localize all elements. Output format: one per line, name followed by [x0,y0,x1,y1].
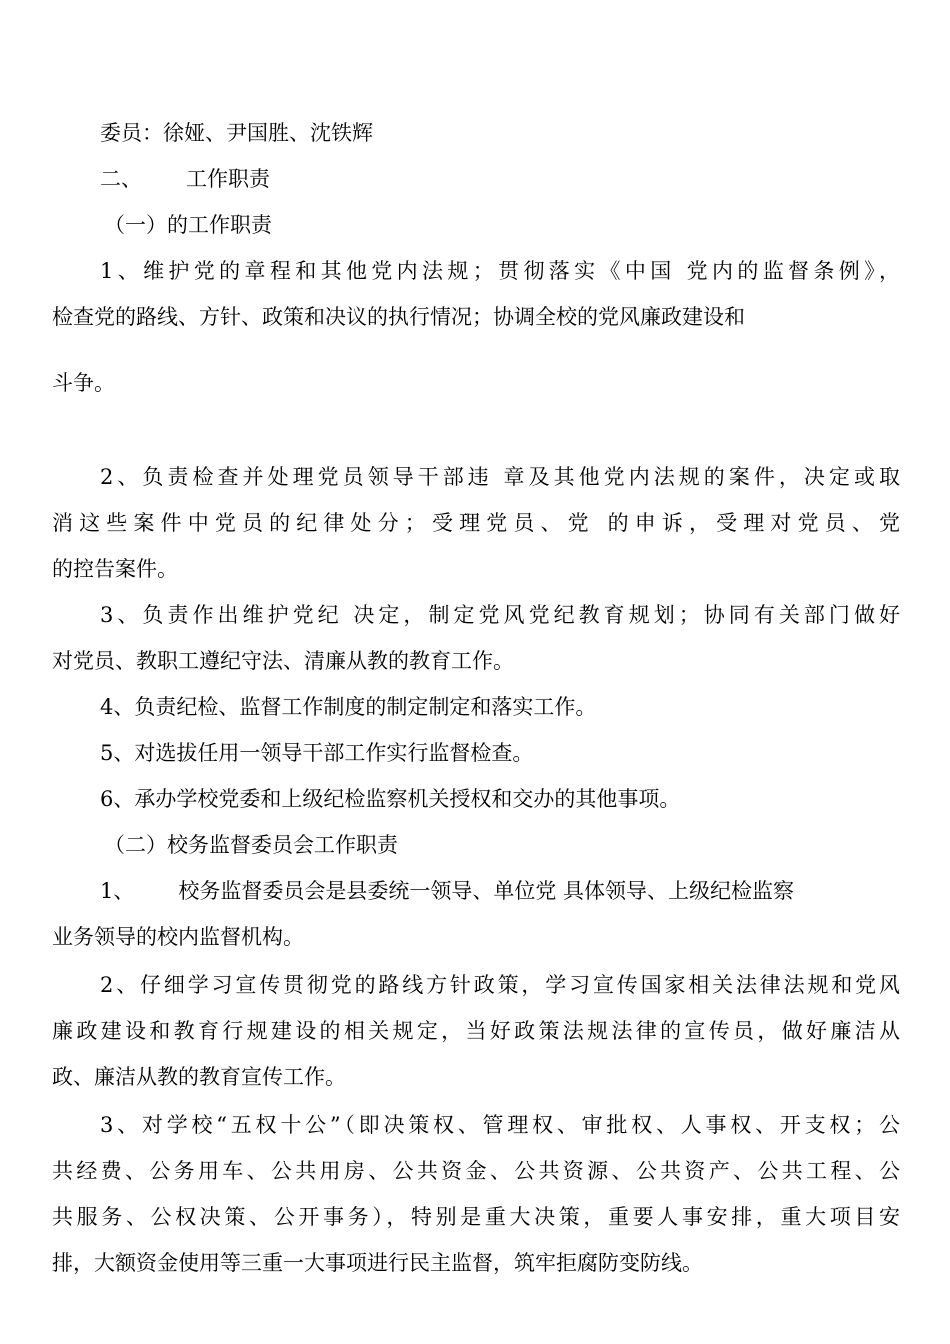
paragraph-line: 6、承办学校党委和上级纪检监察机关授权和交办的其他事项。 [100,787,681,811]
paragraph-line: 检查党的路线、方针、政策和决议的执行情况；协调全校的党风廉政建设和 [52,305,745,329]
paragraph-line: 2、仔细学习宣传贯彻党的路线方针政策，学习宣传国家相关法律法规和党风 [100,973,900,997]
paragraph-line: 廉政建设和教育行规建设的相关规定，当好政策法规法律的宣传员，做好廉洁从 [52,1019,900,1043]
paragraph-line: 4、负责纪检、监督工作制度的制定制定和落实工作。 [100,695,597,719]
paragraph-line: 共经费、公务用车、公共用房、公共资金、公共资源、公共资产、公共工程、公 [52,1159,900,1183]
section-heading-2 [100,164,900,194]
paragraph-line: 2、负责检查并处理党员领导干部违 章及其他党内法规的案件，决定或取 [100,465,900,489]
paragraph-line: 消这些案件中党员的纪律处分；受理党员、党 的申诉，受理对党员、党 [52,511,900,535]
paragraph-line: 斗争。 [52,371,115,395]
section-number: 二、 [100,167,142,191]
paragraph-line: 共服务、公权决策、公开事务），特别是重大决策，重要人事安排，重大项目安 [52,1205,900,1229]
subsection-heading-1: （一）的工作职责 [104,213,272,237]
paragraph-line: 排，大额资金使用等三重一大事项进行民主监督，筑牢拒腐防变防线。 [52,1251,703,1275]
paragraph-line [100,876,900,906]
paragraph-line: 业务领导的校内监督机构。 [52,925,304,949]
paragraph-line: 3、负责作出维护党纪 决定，制定党风党纪教育规划；协同有关部门做好 [100,603,900,627]
paragraph-line: 对党员、教职工遵纪守法、清廉从教的教育工作。 [52,649,514,673]
paragraph-line: 5、对选拔任用一领导干部工作实行监督检查。 [100,741,534,765]
paragraph-line: 1、维护党的章程和其他党内法规；贯彻落实《中国 党内的监督条例》， [100,259,900,283]
section-title: 工作职责 [186,167,270,191]
paragraph-line: 的控告案件。 [52,557,178,581]
item-text: 校务监督委员会是县委统一领导、单位党 具体领导、上级纪检监察 [178,879,795,903]
committee-members: 委员：徐娅、尹国胜、沈铁辉 [100,121,373,145]
paragraph-line: 3、对学校“五权十公”（即决策权、管理权、审批权、人事权、开支权；公 [100,1113,900,1137]
paragraph-line: 政、廉洁从教的教育宣传工作。 [52,1065,346,1089]
subsection-heading-2: （二）校务监督委员会工作职责 [104,833,398,857]
item-number: 1、 [100,879,135,903]
